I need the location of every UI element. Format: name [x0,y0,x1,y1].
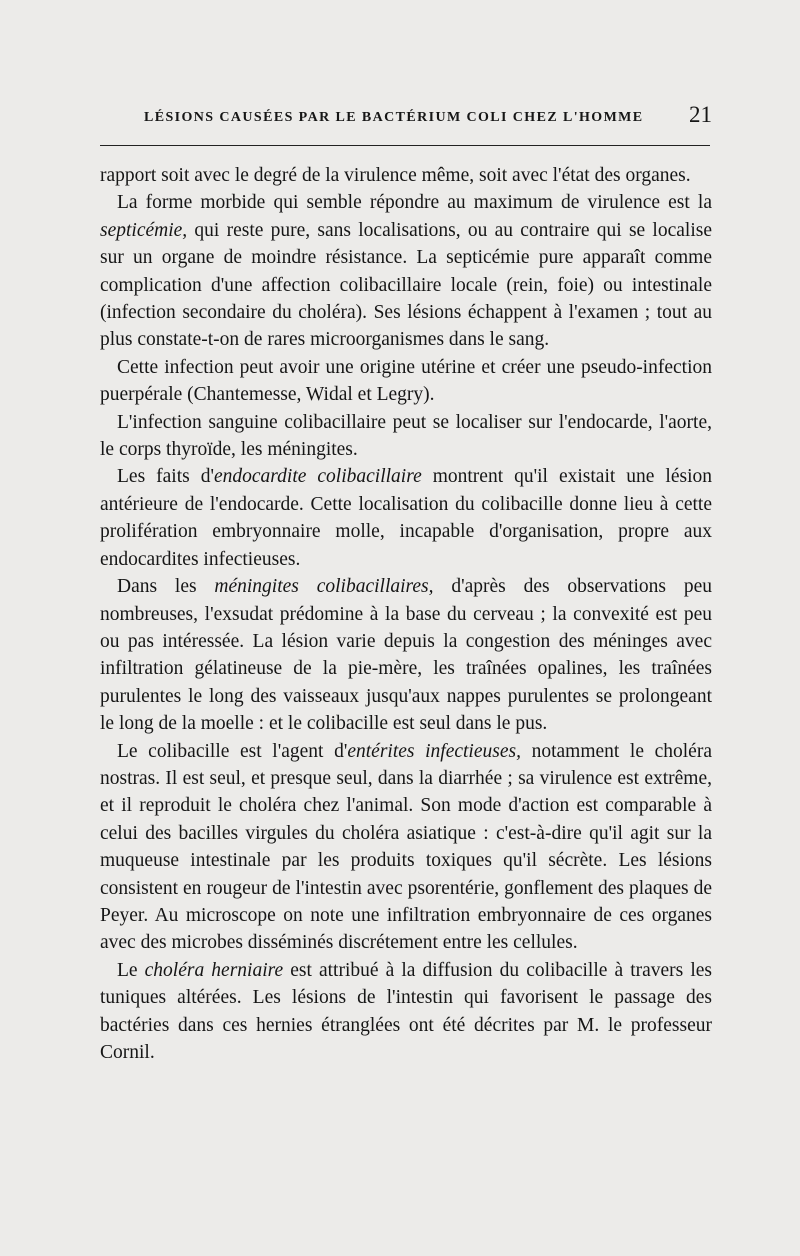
paragraph [100,409,712,464]
body-text [100,162,712,1066]
text-run: rapport soit avec le degré de la virulence même, soit avec l'état des organes. [100,165,691,186]
paragraph [100,189,712,353]
text-run: Cette infection peut avoir une origine utérine et créer une pseudo-infection puerpérale (Chantemesse, Widal et Legry). [100,356,712,406]
italic-term: choléra herniaire [144,959,284,981]
text-run: montrent qu'il existait une lésion antérieure de l'endocarde. Cette localisation du colibacille donne lieu à cette prolifération embryonnaire molle, incapable d'organisation, propre aux endocardites infectieuses. [100,466,712,570]
text-run: est attribué à la diffusion du colibacille à travers les tuniques altérées. Les lésions de l'intestin qui favorisent le passage des bactéries dans ces hernies étranglées ont été décrites par M. le professeur Cornil. [100,959,712,1063]
paragraph [100,354,712,409]
text-run: notamment le choléra nostras. Il est seul, et presque seul, dans la diarrhée ; sa virulence est extrême, et il reproduit le choléra chez l'animal. Son mode d'action est comparable à celui des bacilles virgules du choléra asiatique : c'est-à-dire qu'il agit sur la muqueuse intestinale par les produits toxiques qu'il sécrète. Les lésions consistent en rougeur de l'intestin avec psorentérie, gonflement des plaques de Peyer. Au microscope on note une infiltration embryonnaire de ces organes avec des microbes disséminés discrétement entre les cellules. [100,740,712,954]
paragraph [100,573,712,737]
text-run: d'après des observations peu nombreuses, l'exsudat prédomine à la base du cerveau ; la convexité est peu ou pas intéressée. La lésion varie depuis la congestion des méninges avec infiltration gélatineuse de la pie-mère, les traînées opalines, les traînées purulentes le long des vaisseaux jusqu'aux nappes purulentes se prolongeant le long de la moelle : et le colibacille est seul dans le pus. [100,576,712,735]
text-run: L'infection sanguine colibacillaire peut se localiser sur l'endocarde, l'aorte, le corps thyroïde, les méningites. [100,411,712,461]
running-head: LÉSIONS CAUSÉES PAR LE BACTÉRIUM COLI CHEZ L'HOMME [144,110,644,125]
paragraph [100,738,712,957]
italic-term: endocardite colibacillaire [213,466,422,488]
paragraph [100,162,712,189]
paragraph [100,957,712,1067]
text-run: Le [117,959,145,981]
italic-term: entérites infectieuses, [347,740,521,762]
italic-term: méningites colibacillaires, [214,576,434,598]
text-run: qui reste pure, sans localisations, ou au contraire qui se localise sur un organe de moindre résistance. La septicémie pure apparaît comme complication d'une affection colibacillaire locale (rein, foie) ou intestinale (infection secondaire du choléra). Ses lésions échappent à l'examen ; tout au plus constate-t-on de rares microorganismes dans le sang. [100,219,712,351]
italic-term: septicémie, [100,219,188,241]
page-header [100,102,712,132]
text-run: Les faits d' [117,466,214,488]
text-run: La forme morbide qui semble répondre au maximum de virulence est la [117,192,712,214]
page-number: 21 [689,102,712,127]
paragraph [100,463,712,573]
text-run: Dans les [117,576,215,598]
header-rule [100,145,710,146]
text-run: Le colibacille est l'agent d' [117,740,348,762]
